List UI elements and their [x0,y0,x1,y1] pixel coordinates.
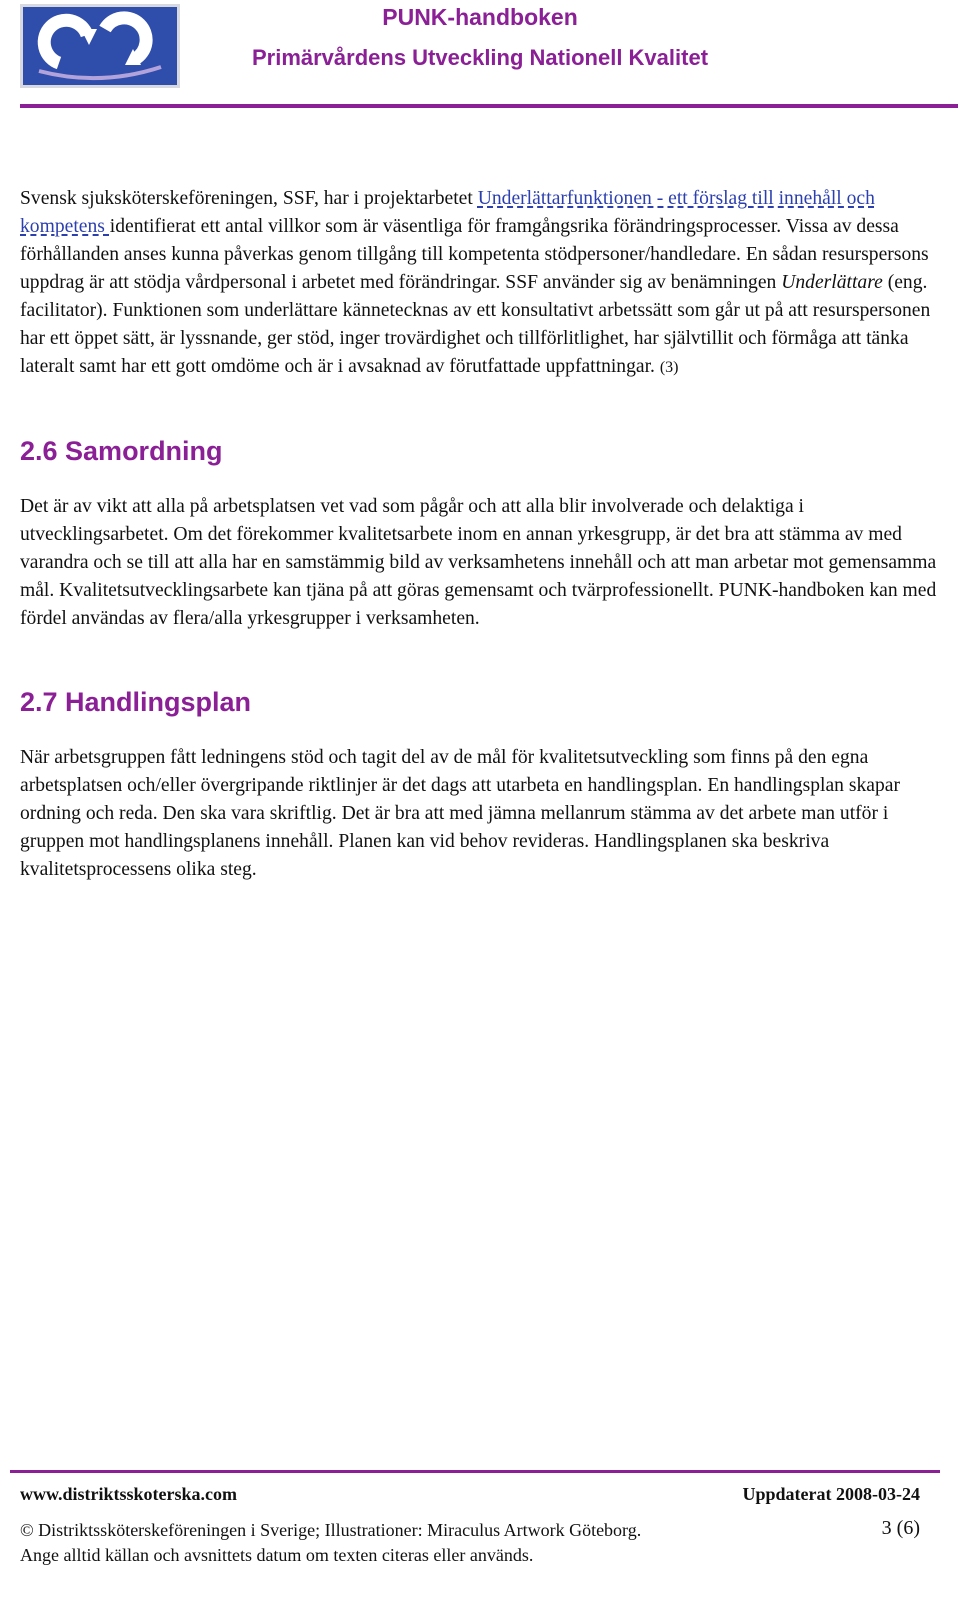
intro-text-end: (eng. facilitator). Funktionen som underlättare kännetecknas av ett konsultativt arbetssätt som går ut på att resurspersonen har ett öppet sätt, är lyssnande, ger stöd, inger trovärdighet och tillförlitlighet, har självtillit och förmåga att tänka lateralt samt har ett gott omdöme och är i avsaknad av förutfattade uppfattningar. [20,272,931,377]
header-subtitle: Primärvårdens Utveckling Nationell Kvalitet [251,45,709,70]
document-body [20,185,940,884]
footer-updated-date: Uppdaterat 2008-03-24 [742,1484,920,1504]
footer-copyright: © Distriktssköterskeföreningen i Sverige; Illustrationer: Miraculus Artwork Göteborg. [20,1520,642,1540]
page-number: 3 (6) [881,1517,920,1539]
underlattare-term: Underlättare [781,272,883,293]
intro-text-start: Svensk sjuksköterskeföreningen, SSF, har i projektarbetet [20,188,478,209]
section-heading-samordning: 2.6 Samordning [20,436,223,466]
footer-website[interactable]: www.distriktsskoterska.com [20,1484,238,1504]
section-heading-handlingsplan: 2.7 Handlingsplan [20,687,252,717]
page-header [0,0,960,110]
intro-text-middle: identifierat ett antal villkor som är väsentliga för framgångsrika förändringsprocesser. Vissa av dessa förhållanden anses kunna påverkas genom tillgång till kompetenta stödpersoner/handledare. En sådan resurspersons uppdrag är att stödja vårdpersonal i arbetet med förändringar. SSF använder sig av benämningen [20,216,929,293]
footer-divider [10,1470,940,1473]
samordning-paragraph: Det är av vikt att alla på arbetsplatsen vet vad som pågår och att alla blir involverade och delaktiga i utvecklingsarbetet. Om det förekommer kvalitetsarbete inom en annan yrkesgrupp, är det bra att stämma av med varandra och se till att alla har en samstämmig bild av verksamhetens innehåll och att man arbetar mot gemensamma mål. Kvalitetsutvecklingsarbete kan tjäna på att göras gemensamt och tvärprofessionellt. PUNK-handboken kan med fördel användas av flera/alla yrkesgrupper i verksamheten. [20,496,937,629]
citation-reference: (3) [659,359,679,376]
header-divider [20,104,958,108]
header-title: PUNK-handboken [382,4,578,30]
punk-logo [20,4,180,88]
underlattarfunktionen-link[interactable]: Underlättarfunktionen - ett förslag till innehåll och kompetens [20,188,875,237]
footer-citation-note: Ange alltid källan och avsnittets datum om texten citeras eller används. [20,1545,534,1565]
handlingsplan-paragraph: När arbetsgruppen fått ledningens stöd och tagit del av de mål för kvalitetsutveckling som finns på den egna arbetsplatsen och/eller övergripande riktlinjer är det dags att utarbeta en handlingsplan. En handlingsplan skapar ordning och reda. Den ska vara skriftlig. Det är bra att med jämna mellanrum stämma av det arbete man utför i gruppen mot handlingsplanens innehåll. Planen kan vid behov revideras. Handlingsplanen ska beskriva kvalitetsprocessens olika steg. [20,747,900,880]
intro-paragraph [20,185,940,382]
